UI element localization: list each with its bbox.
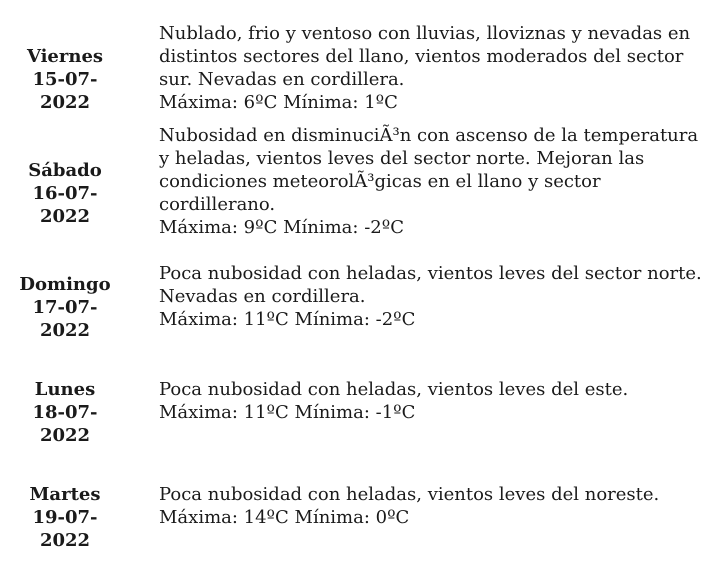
description-cell [159, 124, 704, 239]
day-date: 15-07-2022 [32, 69, 98, 113]
day-date: 18-07-2022 [32, 402, 98, 446]
temperature-range: Máxima: 11ºC Mínima: -2ºC [159, 309, 416, 330]
day-name: Lunes [34, 379, 96, 400]
day-date: 19-07-2022 [32, 507, 98, 551]
temperature-range: Máxima: 11ºC Mínima: -1ºC [159, 402, 416, 423]
forecast-description: Poca nubosidad con heladas, vientos leves del noreste. [159, 484, 660, 505]
day-date: 17-07-2022 [32, 297, 98, 341]
day-cell [8, 45, 122, 114]
description-cell [159, 262, 704, 331]
day-name: Viernes [26, 46, 104, 67]
day-cell [8, 159, 122, 228]
forecast-description: Nublado, frio y ventoso con lluvias, lloviznas y nevadas en distintos sectores del llano, vientos moderados del sector sur. Nevadas en cordillera. [159, 23, 691, 90]
description-cell [159, 378, 704, 424]
day-cell [8, 273, 122, 342]
forecast-description: Nubosidad en disminuciÃ³n con ascenso de la temperatura y heladas, vientos leves del sector norte. Mejoran las condiciones meteorolÃ³gicas en el llano y sector cordillerano. [159, 125, 699, 215]
day-name: Martes [29, 484, 101, 505]
day-cell [8, 483, 122, 552]
temperature-range: Máxima: 9ºC Mínima: -2ºC [159, 217, 404, 238]
description-cell [159, 483, 704, 529]
temperature-range: Máxima: 14ºC Mínima: 0ºC [159, 507, 410, 528]
day-name: Sábado [28, 160, 102, 181]
day-cell [8, 378, 122, 447]
forecast-description: Poca nubosidad con heladas, vientos leves del este. [159, 379, 629, 400]
forecast-description: Poca nubosidad con heladas, vientos leves del sector norte. Nevadas en cordillera. [159, 263, 702, 307]
day-date: 16-07-2022 [32, 183, 98, 227]
temperature-range: Máxima: 6ºC Mínima: 1ºC [159, 92, 398, 113]
day-name: Domingo [19, 274, 111, 295]
description-cell [159, 22, 704, 114]
